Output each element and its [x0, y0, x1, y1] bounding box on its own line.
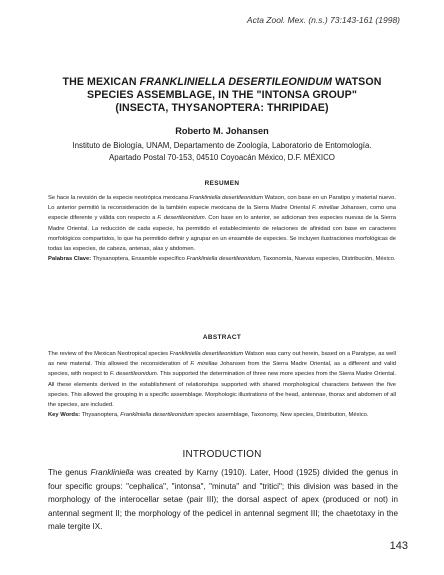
abstract-keywords-label: Key Words: [48, 412, 81, 419]
author-name: Roberto M. Johansen [175, 126, 269, 136]
title-line-2: SPECIES ASSEMBLAGE, IN THE "INTONSA GROUP" [87, 89, 357, 101]
abstract-heading: ABSTRACT [202, 334, 242, 341]
article-title [30, 76, 414, 115]
page-number: 143 [389, 540, 408, 552]
introduction-heading: INTRODUCTION [182, 449, 262, 460]
resumen-heading: RESUMEN [204, 180, 240, 187]
author-affiliation [42, 140, 402, 163]
title-line-1: THE MEXICAN FRANKLINIELLA DESERTILEONIDUM WATSON [62, 76, 382, 88]
resumen-keywords-label: Palabras Clave: [48, 256, 92, 263]
affiliation-line-1: Instituto de Biología, UNAM, Departamento de Zoología, Laboratorio de Entomología. [72, 141, 372, 150]
affiliation-line-2: Apartado Postal 70-153, 04510 Coyoacán México, D.F. MÉXICO [109, 152, 335, 162]
resumen-body: Se hace la revisión de la especie neotrópica mexicana Frankliniella desertileonidum Watson, con base en un Paratipo y material nuevo. Lo anterior permitió la reconsideración de la también especie mexicana de la Sierra Madre Oriental F. mirellae Johansen, como una especie diferente y válida con respecto a F. desertileonidum. Con base en lo anterior, se adicionan tres especies nuevas de la Sierra Madre Oriental. La reducción de cada especie, ha permitido el establecimiento de relaciones de afinidad con base en caracteres morfológicos compartidos, lo que ha permitido definir y agrupar en un ensamble de especies. Se incluyen ilustraciones morfológicas de todas las especies, de cabeza, antenas, alas y abdomen. Palabras Clave: Thysanoptera, Ensamble específico Frankliniella desertileonidum, Taxonomía, Nuevas especies, Distribución, México. [48, 195, 396, 263]
journal-reference: Acta Zool. Mex. (n.s.) 73:143-161 (1998) [246, 15, 400, 25]
abstract-body: The review of the Mexican Neotropical species Frankliniella desertileonidum Watson was carry out herein, based on a Paratype, as well as new material. This allowed the reconsideration of F. mirellae Johansen from the Sierra Madre Oriental, as a different and valid species, with respect to F. desertileonidum. This supported the determination of three new more species from the Sierra Madre Oriental. All these elements derived in the establishment of relationships supported with shared morphological characters between the five species. This allowed the grouping in a specific assemblage. Morphologic illustrations of the head, antennae, thorax and abdomen of all the species, are included. Key Words: Thysanoptera, Frankliniella desertileonidum species assemblage, Taxonomy, New species, Distribution, México. [48, 351, 396, 419]
title-line-3: (INSECTA, THYSANOPTERA: THRIPIDAE) [115, 102, 329, 114]
introduction-body: The genus Frankliniella was created by Karny (1910). Later, Hood (1925) divided the genus in four specific groups: "cephalica", "intonsa", "minuta" and "tritici"; this division was based in the morphology of the interocellar setae (pair III); the dorsal aspect of apex (produced or not) in antennal segment II; the morphology of the pedicel in antennal segment III; the chaetotaxy in the male tergite IX. [48, 468, 398, 532]
